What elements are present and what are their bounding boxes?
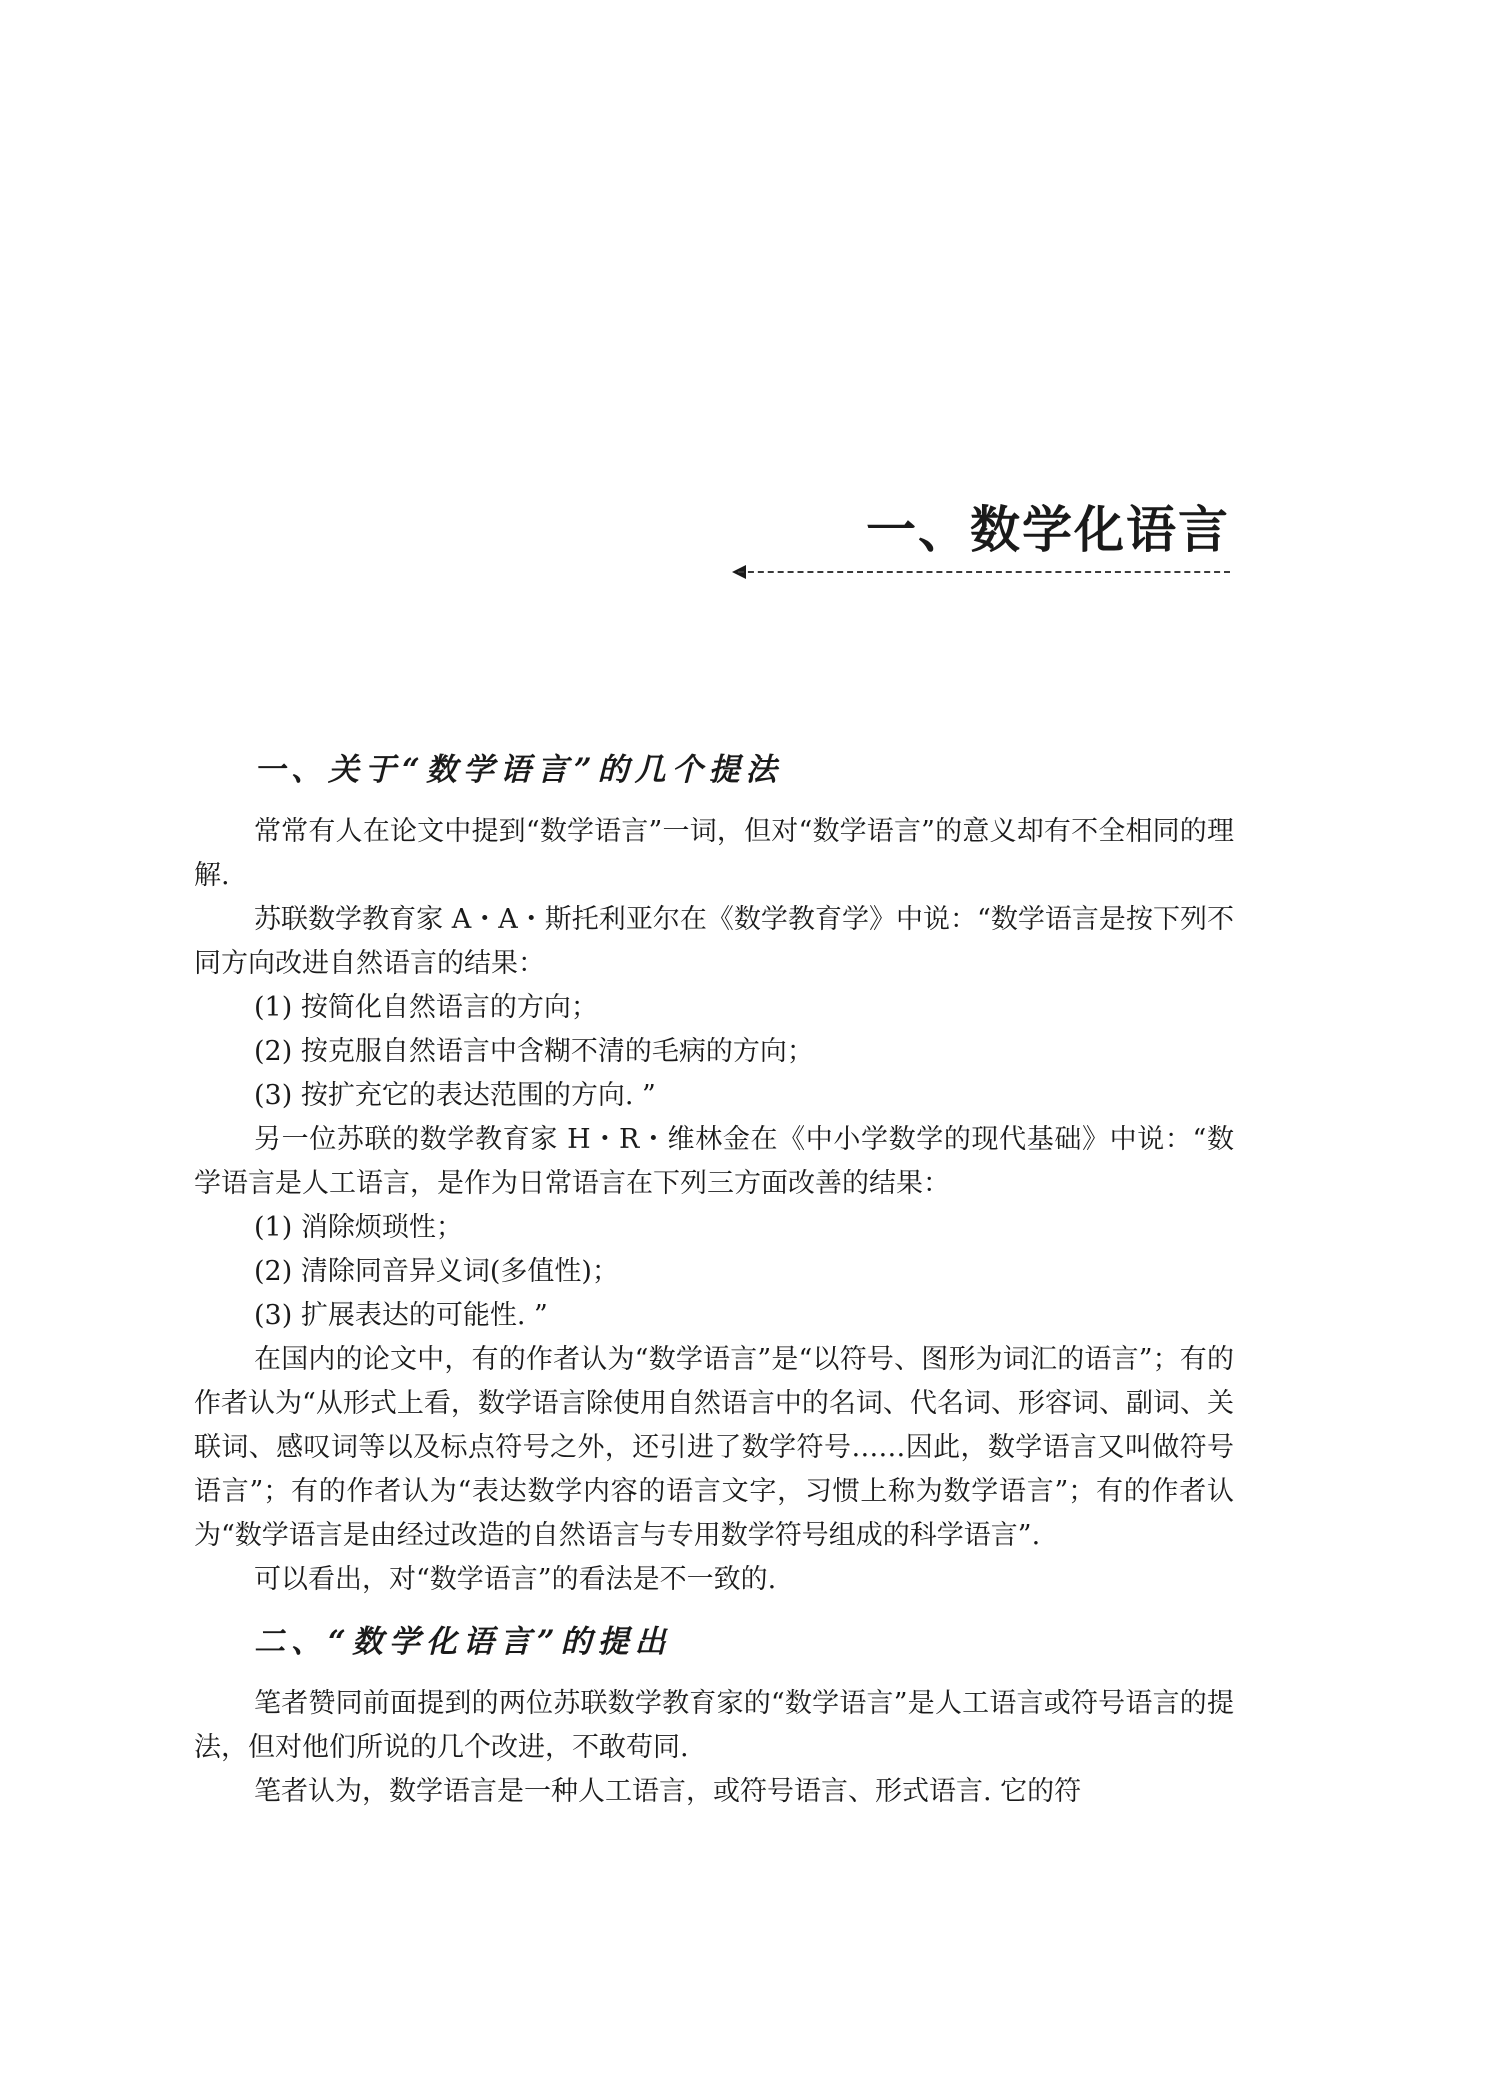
paragraph: 另一位苏联的数学教育家 H・R・维林金在《中小学数学的现代基础》中说：“数学语言是人工语言，是作为日常语言在下列三方面改善的结果：: [194, 1124, 1234, 1199]
paragraph: 可以看出，对“数学语言”的看法是不一致的.: [254, 1564, 777, 1595]
chapter-title: 一、数学化语言: [866, 500, 1230, 559]
paragraph: 笔者认为，数学语言是一种人工语言，或符号语言、形式语言. 它的符: [254, 1776, 1082, 1807]
paragraph: 笔者赞同前面提到的两位苏联数学教育家的“数学语言”是人工语言或符号语言的提法，但对他们所说的几个改进，不敢苟同.: [194, 1688, 1234, 1763]
section-heading-1: 一、关于“数学语言”的几个提法: [254, 752, 783, 788]
section-heading-2: 二、“数学化语言”的提出: [254, 1624, 672, 1660]
list-item: (2) 清除同音异义词(多值性)；: [254, 1256, 619, 1287]
paragraph: 在国内的论文中，有的作者认为“数学语言”是“以符号、图形为词汇的语言”；有的作者认为“从形式上看，数学语言除使用自然语言中的名词、代名词、形容词、副词、关联词、感叹词等以及标点符号之外，还引进了数学符号……因此，数学语言又叫做符号语言”；有的作者认为“表达数学内容的语言文字，习惯上称为数学语言”；有的作者认为“数学语言是由经过改造的自然语言与专用数学符号组成的科学语言”.: [194, 1344, 1234, 1551]
title-divider: [738, 571, 1230, 573]
list-item: (2) 按克服自然语言中含糊不清的毛病的方向；: [254, 1036, 814, 1067]
paragraph: 常常有人在论文中提到“数学语言”一词，但对“数学语言”的意义却有不全相同的理解.: [194, 816, 1234, 891]
list-item: (1) 按简化自然语言的方向；: [254, 992, 598, 1023]
list-item: (1) 消除烦琐性；: [254, 1212, 463, 1243]
list-item: (3) 按扩充它的表达范围的方向. ”: [254, 1080, 656, 1111]
paragraph: 苏联数学教育家 A・A・斯托利亚尔在《数学教育学》中说：“数学语言是按下列不同方向改进自然语言的结果：: [194, 904, 1234, 979]
page-body: [194, 750, 1234, 1814]
list-item: (3) 扩展表达的可能性. ”: [254, 1300, 548, 1331]
